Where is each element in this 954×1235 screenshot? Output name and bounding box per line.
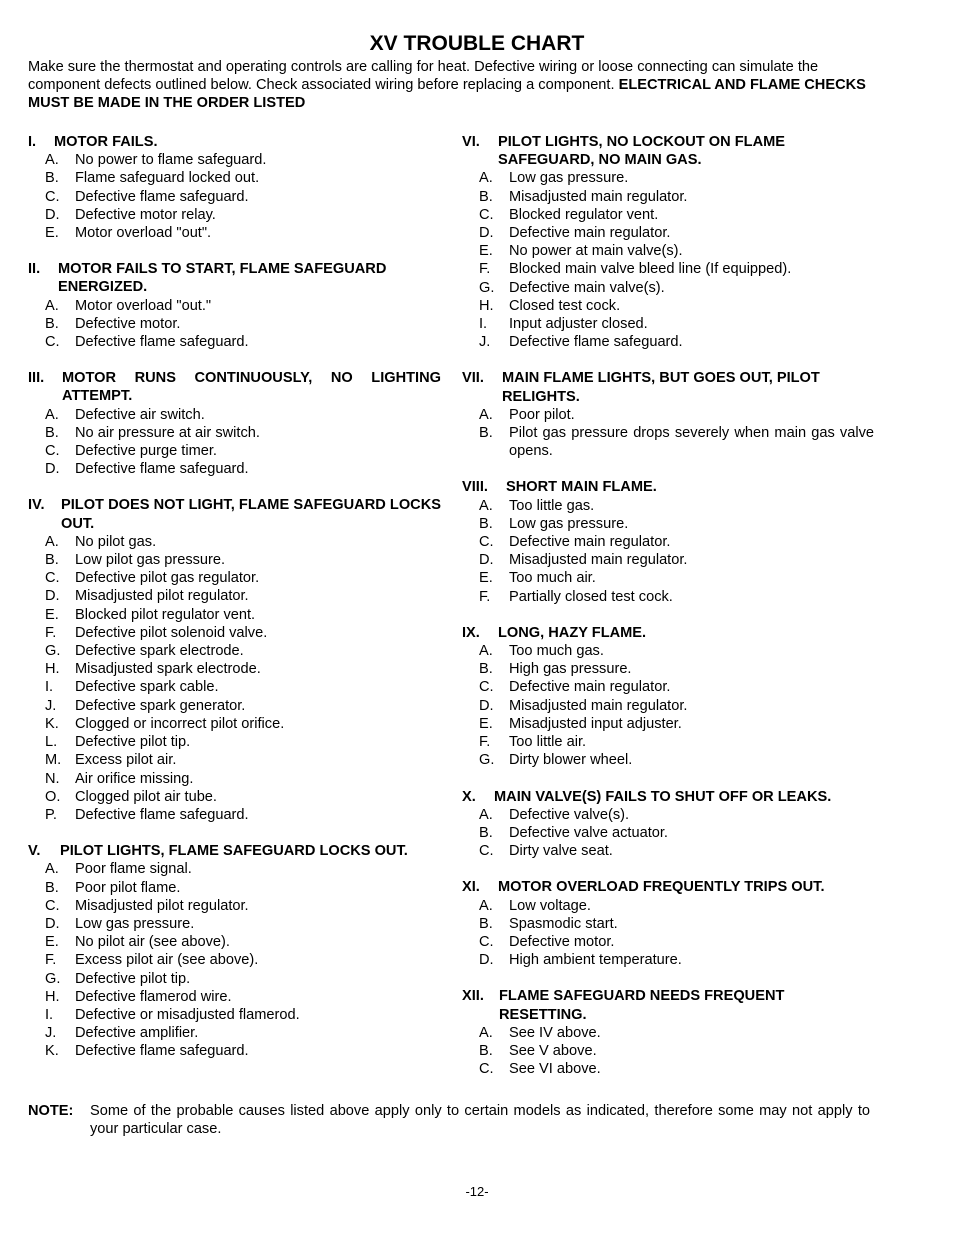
cause-letter: B. [45,552,59,569]
cause-letter: C. [479,933,494,950]
intro-emphasis: ELECTRICAL AND FLAME CHECKS MUST BE MADE IN THE ORDER LISTED [28,77,866,112]
cause-item [45,642,441,660]
section-title: SHORT MAIN FLAME. [506,479,657,496]
cause-letter: C. [45,443,60,460]
cause-item [479,533,874,551]
cause-text: Misadjusted spark electrode. [75,661,261,678]
cause-letter: A. [479,806,493,823]
section-iii [28,369,441,478]
cause-letter: F. [479,588,491,605]
cause-item [479,697,874,715]
section-number: X. [462,788,476,805]
cause-letter: B. [45,315,59,332]
cause-letter: D. [45,206,60,223]
cause-text: Defective purge timer. [75,443,217,460]
section-vi [462,133,874,351]
cause-text: Defective pilot tip. [75,970,191,987]
section-title: MOTOR FAILS TO START, FLAME SAFEGUARD ENERGIZED. [58,261,387,296]
section-number: II. [28,261,41,278]
cause-text: Low gas pressure. [509,515,629,532]
cause-item [479,206,874,224]
note-label: NOTE: [28,1103,74,1119]
cause-item [45,678,441,696]
section-number: V. [28,843,41,860]
cause-letter: N. [45,770,60,787]
cause-text: Flame safeguard locked out. [75,170,260,187]
cause-letter: E. [45,934,59,951]
cause-text: Defective valve(s). [509,806,630,823]
cause-item [45,751,441,769]
cause-text: See VI above. [509,1061,601,1078]
cause-item [479,733,874,751]
cause-item [45,897,441,915]
page-title: XV TROUBLE CHART [369,32,585,55]
cause-letter: A. [479,897,493,914]
cause-item [479,660,874,678]
section-number: III. [28,370,45,387]
cause-item [45,879,441,897]
cause-letter: B. [45,879,59,896]
cause-text: Defective amplifier. [75,1025,199,1042]
cause-item [45,406,441,424]
cause-item [479,333,874,351]
cause-item [479,242,874,260]
cause-text: Defective main regulator. [509,225,671,242]
cause-list [462,169,874,351]
section-heading [462,133,874,169]
cause-item [45,806,441,824]
section-heading [462,369,874,405]
cause-text: Blocked main valve bleed line (If equipped). [509,261,792,278]
cause-letter: G. [45,643,61,660]
cause-text: Defective flamerod wire. [75,988,232,1005]
cause-letter: F. [45,624,57,641]
section-number: IV. [28,497,45,514]
cause-item [479,806,874,824]
cause-list [462,642,874,769]
cause-item [479,424,874,460]
cause-item [45,915,441,933]
cause-item [479,1060,874,1078]
cause-item [479,642,874,660]
cause-letter: C. [45,188,60,205]
cause-text: Defective pilot gas regulator. [75,570,260,587]
cause-text: Too much gas. [509,643,604,660]
section-heading [28,496,441,532]
cause-text: Defective flame safeguard. [75,1043,249,1060]
cause-text: Misadjusted main regulator. [509,188,688,205]
cause-letter: A. [45,152,59,169]
cause-letter: B. [45,424,59,441]
section-x [462,788,874,861]
section-heading [28,369,441,405]
cause-letter: B. [479,515,493,532]
cause-text: See IV above. [509,1024,601,1041]
cause-text: Too little gas. [509,497,595,514]
cause-item [479,824,874,842]
cause-letter: E. [45,606,59,623]
cause-item [45,660,441,678]
cause-letter: A. [45,533,59,550]
cause-text: Defective motor. [75,315,181,332]
cause-text: No air pressure at air switch. [75,424,260,441]
cause-letter: K. [45,1043,59,1060]
cause-list [462,497,874,606]
cause-text: Defective or misadjusted flamerod. [75,1006,300,1023]
cause-letter: F. [479,261,491,278]
cause-letter: J. [479,334,491,351]
cause-text: Defective pilot solenoid valve. [75,624,268,641]
cause-text: Defective flame safeguard. [509,334,683,351]
cause-item [479,569,874,587]
cause-text: Partially closed test cock. [509,588,673,605]
cause-text: Defective motor relay. [75,206,216,223]
section-number: VI. [462,134,480,150]
section-number: XI. [462,879,480,896]
cause-text: Defective spark generator. [75,697,246,714]
cause-text: High gas pressure. [509,661,632,678]
cause-letter: J. [45,1025,57,1042]
cause-item [45,860,441,878]
cause-text: Too much air. [509,570,596,587]
section-title: FLAME SAFEGUARD NEEDS FREQUENT RESETTING. [499,988,785,1023]
cause-letter: E. [479,715,493,732]
cause-text: Dirty valve seat. [509,843,613,860]
cause-list [462,897,874,970]
section-title: MAIN FLAME LIGHTS, BUT GOES OUT, PILOT RELIGHTS. [502,370,820,405]
cause-item [45,424,441,442]
note-text: Some of the probable causes listed above apply only to certain models as indicated, therefore some may not apply to your particular case. [90,1103,870,1138]
cause-text: Low voltage. [509,897,591,914]
cause-text: Spasmodic start. [509,915,618,932]
section-number: VII. [462,370,484,387]
cause-item [479,588,874,606]
cause-letter: F. [45,952,57,969]
cause-item [479,497,874,515]
cause-item [45,551,441,569]
cause-text: Low pilot gas pressure. [75,552,226,569]
cause-text: Motor overload "out." [75,297,212,314]
cause-letter: D. [45,915,60,932]
section-heading [462,878,874,896]
cause-item [45,951,441,969]
cause-item [45,697,441,715]
cause-letter: D. [479,552,494,569]
cause-text: Poor flame signal. [75,861,192,878]
cause-text: See V above. [509,1042,597,1059]
section-title: PILOT LIGHTS, FLAME SAFEGUARD LOCKS OUT. [60,843,408,860]
section-heading [462,788,874,806]
cause-item [45,1006,441,1024]
cause-text: High ambient temperature. [509,952,682,969]
cause-item [45,1042,441,1060]
cause-letter: G. [479,279,495,296]
cause-text: Misadjusted input adjuster. [509,715,682,732]
cause-item [45,587,441,605]
cause-letter: D. [479,225,494,242]
section-number: XII. [462,988,484,1005]
section-title: MOTOR FAILS. [54,134,158,150]
cause-letter: I. [45,679,54,696]
intro-text: Make sure the thermostat and operating controls are calling for heat. Defective wiring or loose connecting can simulate the component defects outlined below. Check associated wiring before replacing a component. [28,59,819,94]
section-heading [28,842,441,860]
cause-letter: D. [45,461,60,478]
cause-text: Blocked pilot regulator vent. [75,606,256,623]
cause-letter: J. [45,697,57,714]
cause-text: Motor overload "out". [75,225,212,242]
cause-letter: B. [479,1042,493,1059]
cause-letter: A. [45,861,59,878]
cause-text: Air orifice missing. [75,770,194,787]
cause-letter: C. [479,843,494,860]
cause-item [45,933,441,951]
cause-text: Defective air switch. [75,406,205,423]
cause-list [462,806,874,861]
section-title: MAIN VALVE(S) FAILS TO SHUT OFF OR LEAKS. [494,788,832,805]
cause-letter: G. [45,970,61,987]
section-heading [28,133,441,151]
cause-item [479,715,874,733]
cause-letter: D. [479,697,494,714]
cause-text: Defective spark electrode. [75,643,244,660]
cause-list [462,406,874,461]
cause-letter: A. [45,406,59,423]
cause-text: Low gas pressure. [509,170,629,187]
cause-letter: O. [45,788,61,805]
cause-text: Defective main regulator. [509,534,671,551]
cause-item [45,224,441,242]
cause-text: Excess pilot air (see above). [75,952,259,969]
cause-text: Pilot gas pressure drops severely when main gas valve opens. [509,425,874,460]
cause-letter: C. [45,570,60,587]
cause-item [479,897,874,915]
cause-list [28,297,441,352]
cause-item [479,169,874,187]
cause-letter: B. [479,915,493,932]
cause-list [462,1024,874,1079]
cause-item [479,224,874,242]
cause-item [479,933,874,951]
section-i [28,133,441,242]
cause-item [45,206,441,224]
section-title: PILOT DOES NOT LIGHT, FLAME SAFEGUARD LOCKS OUT. [61,497,441,532]
cause-text: Misadjusted pilot regulator. [75,588,249,605]
cause-item [479,951,874,969]
cause-text: Misadjusted pilot regulator. [75,897,249,914]
section-title: LONG, HAZY FLAME. [498,624,647,641]
section-xi [462,878,874,969]
intro-paragraph [28,58,878,113]
cause-letter: D. [45,588,60,605]
cause-item [45,715,441,733]
cause-text: Clogged or incorrect pilot orifice. [75,715,285,732]
cause-item [45,624,441,642]
section-number: IX. [462,624,480,641]
cause-letter: H. [45,661,60,678]
cause-text: Misadjusted main regulator. [509,697,688,714]
section-heading [28,260,441,296]
cause-text: No power at main valve(s). [509,243,683,260]
cause-item [479,315,874,333]
cause-list [28,533,441,824]
cause-item [45,151,441,169]
cause-item [479,1042,874,1060]
left-column [28,133,441,1079]
cause-text: No power to flame safeguard. [75,152,267,169]
cause-item [45,970,441,988]
cause-text: Poor pilot. [509,406,575,423]
cause-letter: I. [479,316,488,333]
cause-item [45,533,441,551]
cause-item [479,1024,874,1042]
cause-item [45,788,441,806]
section-vii [462,369,874,460]
cause-letter: B. [479,425,493,442]
cause-letter: C. [479,206,494,223]
cause-item [45,442,441,460]
cause-letter: I. [45,1006,54,1023]
cause-list [28,151,441,242]
cause-text: Blocked regulator vent. [509,206,659,223]
cause-text: Dirty blower wheel. [509,752,633,769]
cause-letter: P. [45,806,57,823]
cause-text: Defective spark cable. [75,679,219,696]
cause-letter: A. [479,497,493,514]
cause-letter: C. [479,679,494,696]
cause-letter: A. [479,1024,493,1041]
cause-item [45,988,441,1006]
cause-letter: C. [45,897,60,914]
cause-text: Defective valve actuator. [509,824,668,841]
cause-letter: M. [45,752,62,769]
cause-letter: B. [479,661,493,678]
cause-item [479,915,874,933]
cause-letter: K. [45,715,59,732]
section-number: VIII. [462,479,488,496]
cause-item [479,188,874,206]
cause-letter: H. [45,988,60,1005]
cause-item [479,678,874,696]
cause-letter: C. [45,334,60,351]
cause-item [479,260,874,278]
cause-item [479,751,874,769]
cause-text: Defective main valve(s). [509,279,665,296]
section-v [28,842,441,1060]
cause-text: Too little air. [509,734,587,751]
section-number: I. [28,134,37,150]
section-title: MOTOR RUNS CONTINUOUSLY, NO LIGHTING ATTEMPT. [62,370,441,405]
section-xii [462,987,874,1078]
note [28,1102,870,1138]
section-viii [462,478,874,605]
cause-letter: B. [479,188,493,205]
cause-item [45,1024,441,1042]
cause-letter: E. [479,570,493,587]
page-number: -12- [465,1184,489,1199]
cause-letter: A. [479,643,493,660]
cause-letter: A. [479,170,493,187]
cause-list [28,860,441,1060]
cause-letter: A. [45,297,59,314]
section-heading [462,478,874,496]
cause-text: Clogged pilot air tube. [75,788,217,805]
cause-text: Low gas pressure. [75,915,195,932]
cause-text: Defective flame safeguard. [75,806,249,823]
cause-text: Misadjusted main regulator. [509,552,688,569]
cause-item [45,770,441,788]
cause-letter: E. [479,243,493,260]
section-iv [28,496,441,824]
section-heading [462,987,874,1023]
cause-item [479,551,874,569]
cause-text: Defective flame safeguard. [75,461,249,478]
cause-item [45,460,441,478]
cause-text: Input adjuster closed. [509,316,648,333]
cause-letter: G. [479,752,495,769]
cause-letter: E. [45,225,59,242]
cause-letter: A. [479,406,493,423]
cause-item [45,606,441,624]
cause-text: Defective motor. [509,933,615,950]
cause-letter: C. [479,1061,494,1078]
cause-item [45,333,441,351]
section-title: MOTOR OVERLOAD FREQUENTLY TRIPS OUT. [498,879,825,896]
cause-text: Defective pilot tip. [75,734,191,751]
cause-letter: D. [479,952,494,969]
cause-text: Defective flame safeguard. [75,334,249,351]
section-title: PILOT LIGHTS, NO LOCKOUT ON FLAME SAFEGUARD, NO MAIN GAS. [498,134,785,169]
cause-item [45,733,441,751]
cause-text: Defective main regulator. [509,679,671,696]
right-column [462,133,874,1096]
cause-item [45,315,441,333]
cause-letter: C. [479,534,494,551]
cause-item [479,842,874,860]
cause-item [45,297,441,315]
cause-item [479,515,874,533]
cause-text: Excess pilot air. [75,752,177,769]
section-ix [462,624,874,770]
cause-letter: F. [479,734,491,751]
cause-text: Defective flame safeguard. [75,188,249,205]
cause-item [45,569,441,587]
cause-list [28,406,441,479]
cause-item [479,279,874,297]
section-heading [462,624,874,642]
cause-letter: L. [45,734,58,751]
cause-item [479,297,874,315]
cause-letter: B. [45,170,59,187]
section-ii [28,260,441,351]
cause-text: Poor pilot flame. [75,879,181,896]
cause-text: No pilot air (see above). [75,934,230,951]
cause-letter: H. [479,297,494,314]
cause-item [45,169,441,187]
cause-letter: B. [479,824,493,841]
cause-text: No pilot gas. [75,533,157,550]
cause-text: Closed test cock. [509,297,621,314]
cause-item [45,188,441,206]
cause-item [479,406,874,424]
